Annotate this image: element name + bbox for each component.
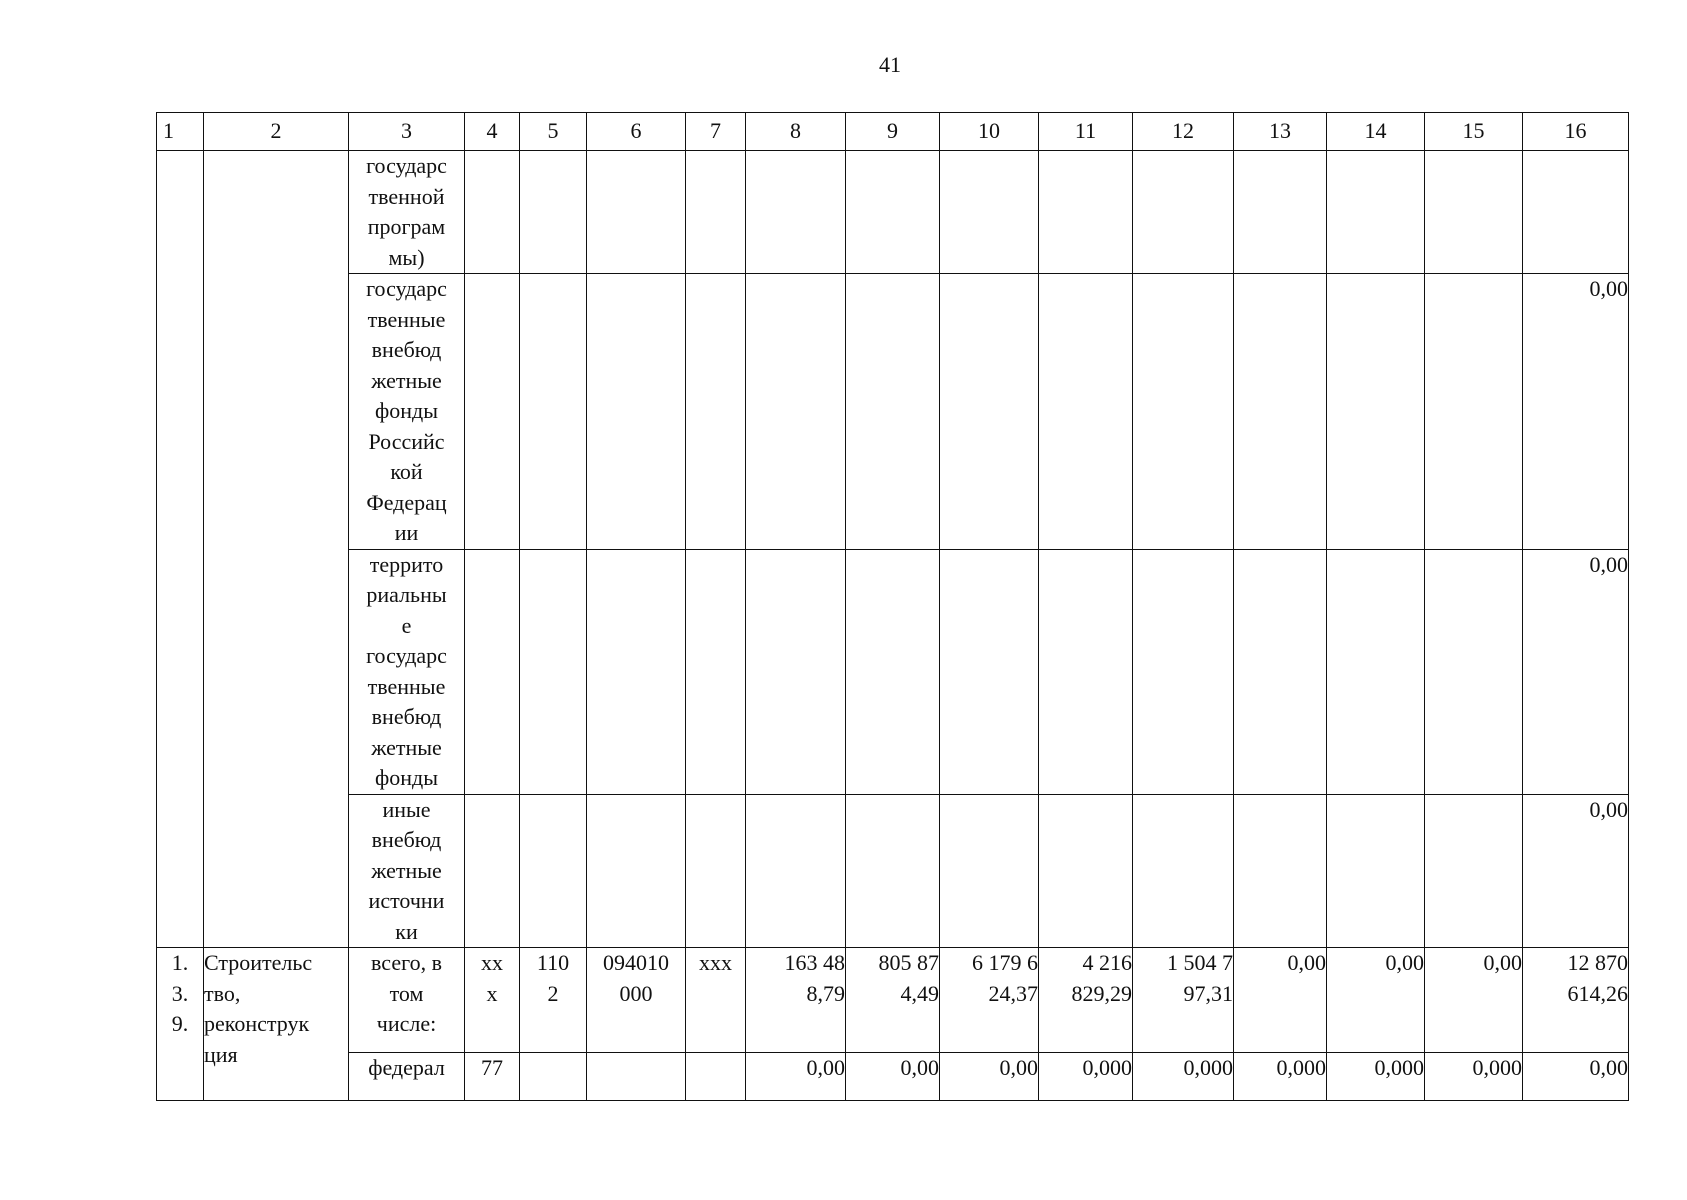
column-number: 15 <box>1425 113 1523 151</box>
page-number: 41 <box>879 52 901 77</box>
value-cell: 0,000 <box>1234 1053 1327 1101</box>
column-number: 5 <box>520 113 587 151</box>
column-number: 13 <box>1234 113 1327 151</box>
column-number: 14 <box>1327 113 1425 151</box>
value-cell: 1 504 7 97,31 <box>1133 948 1234 1053</box>
value-cell: 0,00 <box>1523 549 1629 794</box>
column-number: 16 <box>1523 113 1629 151</box>
column-number: 8 <box>746 113 846 151</box>
table-row <box>157 549 1629 794</box>
funding-source-label: всего, в том числе: <box>349 948 465 1053</box>
column-number: 2 <box>204 113 349 151</box>
value-cell: 0,00 <box>746 1053 846 1101</box>
value-cell: 0,000 <box>1425 1053 1523 1101</box>
value-cell: 0,00 <box>1523 274 1629 550</box>
funding-source-label: иные внебюд жетные источни ки <box>349 794 465 948</box>
value-cell: 0,00 <box>1327 948 1425 1053</box>
value-cell: 0,000 <box>1327 1053 1425 1101</box>
value-cell: 0,00 <box>1425 948 1523 1053</box>
value-cell: 0,00 <box>1523 1053 1629 1101</box>
column-number: 10 <box>940 113 1039 151</box>
code-cell: 094010 000 <box>587 948 686 1053</box>
column-number: 1 <box>157 113 204 151</box>
value-cell: 12 870 614,26 <box>1523 948 1629 1053</box>
table-row <box>157 1053 1629 1101</box>
column-number-row <box>157 113 1629 151</box>
budget-table <box>156 112 1629 1101</box>
funding-source-label: государс твенные внебюд жетные фонды Российс кой Федерац ии <box>349 274 465 550</box>
item-name: Строительс тво, реконструк ция <box>204 948 349 1101</box>
item-number: 1. 3. 9. <box>157 948 204 1101</box>
funding-source-label: государс твенной програм мы) <box>349 151 465 274</box>
table-row <box>157 794 1629 948</box>
value-cell: 0,00 <box>846 1053 940 1101</box>
code-cell: хх х <box>465 948 520 1053</box>
value-cell: 805 87 4,49 <box>846 948 940 1053</box>
table-row <box>157 151 1629 274</box>
code-cell: 77 <box>465 1053 520 1101</box>
continued-item-number-cell <box>157 151 204 948</box>
column-number: 11 <box>1039 113 1133 151</box>
code-cell: 110 2 <box>520 948 587 1053</box>
table-row <box>157 948 1629 1053</box>
value-cell <box>1523 151 1629 274</box>
column-number: 7 <box>686 113 746 151</box>
value-cell: 0,00 <box>1523 794 1629 948</box>
funding-source-label: террито риальны е государс твенные внебюд жетные фонды <box>349 549 465 794</box>
column-number: 12 <box>1133 113 1234 151</box>
column-number: 9 <box>846 113 940 151</box>
column-number: 4 <box>465 113 520 151</box>
value-cell: 6 179 6 24,37 <box>940 948 1039 1053</box>
value-cell: 4 216 829,29 <box>1039 948 1133 1053</box>
value-cell: 0,000 <box>1039 1053 1133 1101</box>
code-cell: ххх <box>686 948 746 1053</box>
value-cell: 0,000 <box>1133 1053 1234 1101</box>
value-cell: 163 48 8,79 <box>746 948 846 1053</box>
column-number: 3 <box>349 113 465 151</box>
column-number: 6 <box>587 113 686 151</box>
value-cell: 0,00 <box>1234 948 1327 1053</box>
value-cell: 0,00 <box>940 1053 1039 1101</box>
table-row <box>157 274 1629 550</box>
funding-source-label: федерал <box>349 1053 465 1101</box>
continued-item-name-cell <box>204 151 349 948</box>
